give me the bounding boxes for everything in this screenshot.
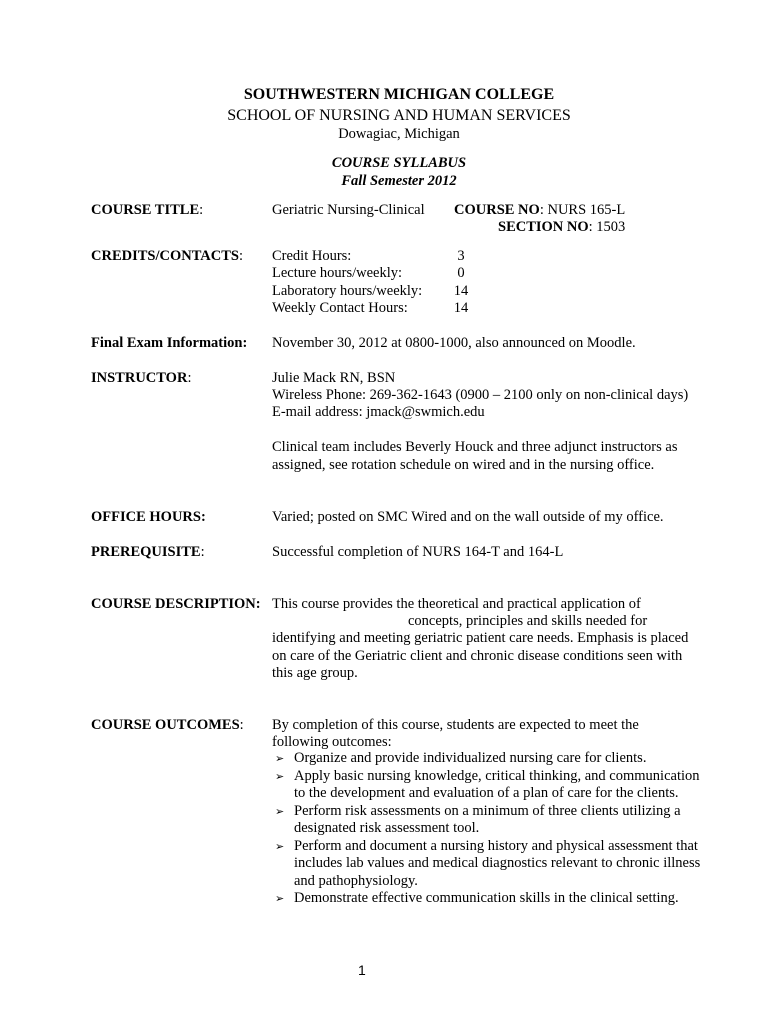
office-hours-label: OFFICE HOURS: xyxy=(91,509,206,525)
final-exam-value: November 30, 2012 at 0800-1000, also announced on Moodle. xyxy=(272,335,636,351)
school-name: SCHOOL OF NURSING AND HUMAN SERVICES xyxy=(227,107,571,124)
list-item: ➢ Demonstrate effective communication skills in the clinical setting. xyxy=(275,890,679,906)
office-hours-value: Varied; posted on SMC Wired and on the wall outside of my office. xyxy=(272,509,664,525)
instructor-phone: Wireless Phone: 269-362-1643 (0900 – 2100 only on non-clinical days) xyxy=(272,387,689,403)
college-name: SOUTHWESTERN MICHIGAN COLLEGE xyxy=(243,86,555,103)
course-number: COURSE NO: NURS 165-L xyxy=(454,202,626,218)
arrow-bullet-icon: ➢ xyxy=(275,839,285,853)
lab-hours-label: Laboratory hours/weekly: xyxy=(272,283,423,299)
document-type: COURSE SYLLABUS xyxy=(331,155,467,171)
lab-hours-value: 14 xyxy=(453,283,469,299)
section-number: SECTION NO: 1503 xyxy=(498,219,626,235)
arrow-bullet-icon: ➢ xyxy=(275,892,285,905)
description-line1: This course provides the theoretical and practical application of xyxy=(272,596,641,612)
contact-hours-label: Weekly Contact Hours: xyxy=(272,300,408,316)
lecture-hours-value: 0 xyxy=(457,265,465,281)
arrow-bullet-icon: ➢ xyxy=(275,752,285,765)
credit-hours-value: 3 xyxy=(457,248,465,264)
list-item: ➢ Perform and document a nursing history and physical assessment that includes lab values and medical diagnostics relevant to chronic illness and pathophysiology. xyxy=(275,837,701,889)
description-line3: identifying and meeting geriatric patient care needs. Emphasis is placed xyxy=(272,630,689,646)
outcomes-intro-line1: By completion of this course, students are expected to meet the xyxy=(272,717,639,733)
outcomes-list xyxy=(272,750,712,908)
outcomes-intro-line2: following outcomes: xyxy=(272,734,392,750)
instructor-email: E-mail address: jmack@swmich.edu xyxy=(272,404,485,420)
prerequisite-label: PREREQUISITE: xyxy=(91,544,205,560)
list-item: ➢ Apply basic nursing knowledge, critical thinking, and communication to the development and evaluation of a plan of care for the clients. xyxy=(275,767,700,801)
credit-hours-label: Credit Hours: xyxy=(272,248,352,264)
arrow-bullet-icon: ➢ xyxy=(275,804,285,818)
lecture-hours-label: Lecture hours/weekly: xyxy=(272,265,403,281)
clinical-team-line1: Clinical team includes Beverly Houck and three adjunct instructors as xyxy=(272,439,678,455)
credits-label: CREDITS/CONTACTS: xyxy=(91,248,244,264)
list-item: ➢ Perform risk assessments on a minimum of three clients utilizing a designated risk assessment tool. xyxy=(275,802,681,836)
arrow-bullet-icon: ➢ xyxy=(275,769,285,783)
list-item: ➢ Organize and provide individualized nursing care for clients. xyxy=(275,750,647,766)
page-number: 1 xyxy=(358,962,366,978)
semester: Fall Semester 2012 xyxy=(341,173,457,189)
course-title-value: Geriatric Nursing-Clinical xyxy=(272,202,425,218)
description-line2: concepts, principles and skills needed for xyxy=(408,613,648,629)
clinical-team-line2: assigned, see rotation schedule on wired and in the nursing office. xyxy=(272,457,655,473)
contact-hours-value: 14 xyxy=(453,300,469,316)
prerequisite-value: Successful completion of NURS 164-T and 164-L xyxy=(272,544,564,560)
instructor-label: INSTRUCTOR: xyxy=(91,370,192,386)
college-location: Dowagiac, Michigan xyxy=(338,126,460,142)
outcomes-label: COURSE OUTCOMES: xyxy=(91,717,244,733)
final-exam-label: Final Exam Information: xyxy=(91,335,248,351)
course-title-label: COURSE TITLE: xyxy=(91,202,204,218)
instructor-name: Julie Mack RN, BSN xyxy=(272,370,396,386)
description-label: COURSE DESCRIPTION: xyxy=(91,596,261,612)
description-line4: on care of the Geriatric client and chronic disease conditions seen with xyxy=(272,648,683,664)
description-line5: this age group. xyxy=(272,665,358,681)
